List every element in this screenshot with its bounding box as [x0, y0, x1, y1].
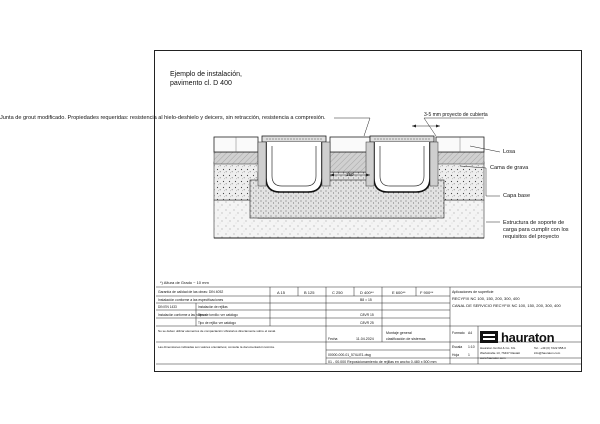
tb-left-row4: Tipo de tornillo: ver catálogo — [198, 313, 238, 317]
load-class-c250: C 250 — [332, 290, 343, 295]
grout-note: Junta de grout modificado. Propiedades requeridas: resistencia al hielo-deshielo y deicers, sin retracción, resistencia a compresión. — [0, 115, 326, 121]
load-class-d400: D 400** — [360, 290, 374, 295]
tb-left-row1: DIN EN 1433 — [158, 305, 177, 309]
callout-estructura-line2: carga para cumplir con los — [503, 227, 569, 233]
dimension-label: 150 — [346, 172, 354, 177]
scale-label: Escala — [452, 345, 463, 349]
callout-estructura-line3: requisitos del proyecto — [503, 234, 559, 240]
tb-left-row3: Instalación conforme a las normas — [158, 313, 207, 317]
date-label: Fecha — [328, 337, 338, 341]
load-class-b125: B 125 — [304, 290, 315, 295]
tb-row2-left: Instalación conforme a las especificaciones — [158, 298, 224, 302]
load-class-f900: F 900** — [420, 290, 434, 295]
ref-code-2: C8VR 15 — [360, 313, 374, 317]
size-value: A4 — [468, 331, 473, 335]
callout-cama: Cama de grava — [490, 165, 529, 171]
product-line1: RECYFIX NC 100, 150, 200, 300, 400 — [452, 296, 520, 301]
ref-code-1: B8 = 15 — [360, 298, 372, 302]
size-label: Formato — [452, 331, 465, 335]
drawing-title-line1: Ejemplo de instalación, — [170, 71, 242, 78]
sheet-value: 1 — [468, 353, 470, 357]
tb-left-row2: Instalación de rejillas — [198, 305, 228, 309]
callout-losa: Losa — [503, 149, 516, 155]
drawing-number: 00000-000-01_574LIE1.dwg — [328, 353, 371, 357]
footer-line: 01 - 00.000 Reposicionamiento de rejillas en ancho 0.480 x 500 mm — [328, 360, 437, 364]
contact-line2: info@hauraton.com — [534, 351, 561, 355]
scale-value: 1:10 — [468, 345, 475, 349]
callout-estructura-line1: Estructura de soporte de — [503, 220, 565, 226]
tb-row1-left: Garantía de calidad de las obras: DIN 4052 — [158, 290, 224, 294]
callout-capa-base: Capa base — [503, 193, 531, 199]
company-line3: www.hauraton.com — [480, 356, 506, 360]
sheet-label: Hoja — [452, 353, 459, 357]
desc-line1: Montaje general — [386, 331, 412, 335]
product-label: Aplicaciones de superficie — [452, 290, 494, 294]
drawing-title-line2: pavimento cl. D 400 — [170, 80, 232, 87]
ref-code-3: C8VR 25 — [360, 321, 374, 325]
desc-line2: clasificación de sistemas — [386, 337, 426, 341]
tb-left-row5: Tipo de rejilla: ver catálogo — [198, 321, 236, 325]
note-block-2: Las dimensiones indicadas son valores orientativos; consulte la documentación técnica. — [158, 345, 275, 349]
company-logo — [480, 330, 576, 344]
load-class-a15: A 15 — [277, 290, 286, 295]
date-value: 11.04.2024 — [356, 337, 374, 341]
note-block-1: No se deben utilizar elementos de compactación vibratorios directamente sobre el canal. — [158, 329, 276, 333]
gap-note: 3-5 mm proyecto de cubierta — [424, 112, 488, 118]
company-name: hauraton — [501, 329, 555, 345]
hauraton-mark-icon — [480, 331, 498, 343]
footnote: *) Altura de Grado ~ 10 mm — [160, 280, 209, 285]
company-line2: Werkstraße 13, 76437 Rastatt — [480, 351, 520, 355]
contact-line1: Tel.: +49 (0) 7222 958-0 — [534, 346, 566, 350]
company-line1: Hauraton GmbH & Co. KG — [480, 346, 516, 350]
load-class-e600: E 600** — [392, 290, 406, 295]
product-line2: CANAL DE SERVICIO RECYFIX NC 100, 150, 200, 300, 400 — [452, 303, 561, 308]
